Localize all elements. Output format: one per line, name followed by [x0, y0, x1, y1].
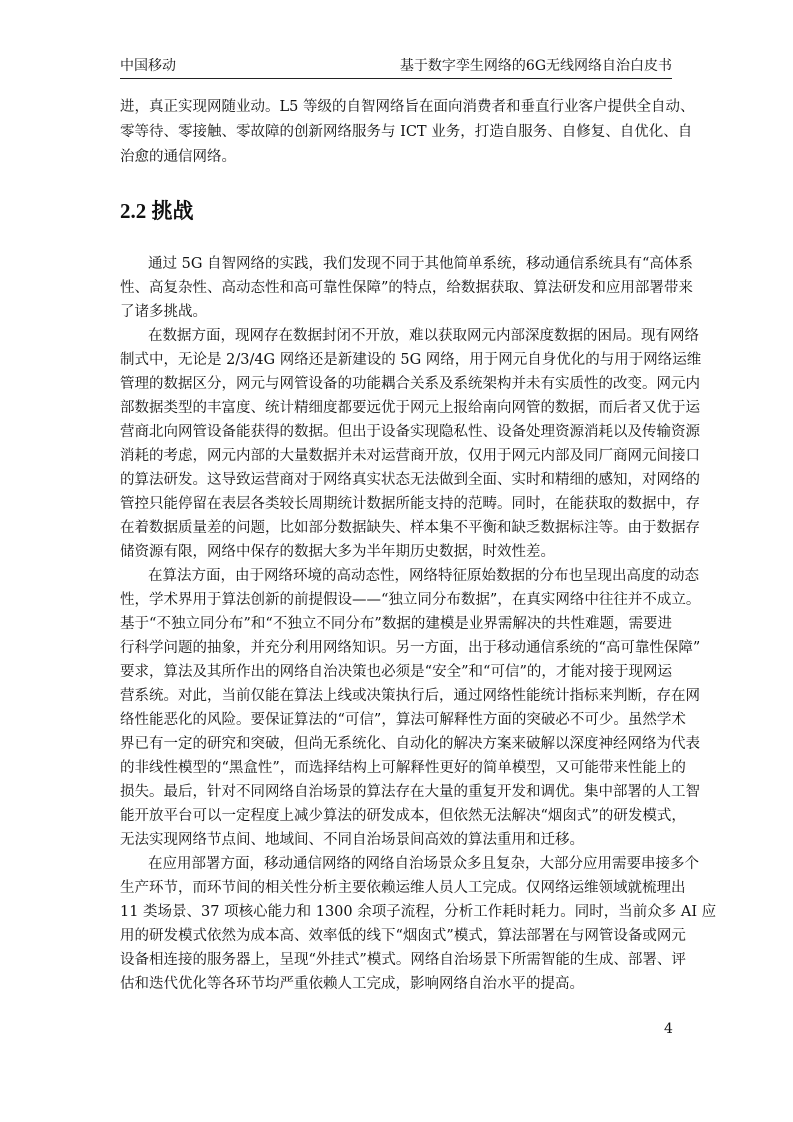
text-line: 估和迭代优化等各环节均严重依赖人工完成，影响网络自治水平的提高。: [120, 976, 584, 992]
text-line: 界已有一定的研究和突破，但尚无系统化、自动化的解决方案来破解以深度神经网络为代表: [120, 736, 700, 752]
section-heading: 2.2 挑战: [120, 199, 194, 223]
paragraph: [120, 252, 693, 324]
text-line: 治愈的通信网络。: [120, 149, 236, 165]
text-line: 损失。最后，针对不同网络自治场景的算法存在大量的重复开发和调优。集中部署的人工智: [120, 784, 700, 800]
paragraph: [120, 324, 702, 564]
intro-paragraph: [120, 95, 695, 170]
text-line: 行科学问题的抽象，并充分利用网络知识。另一方面，出于移动通信系统的“高可靠性保障”: [120, 640, 701, 656]
text-line: 生产环节，而环节间的相关性分析主要依赖运维人员人工完成。仅网络运维领域就梳理出: [120, 880, 686, 896]
text-line: 了诸多挑战。: [120, 304, 207, 320]
page-header: [120, 56, 672, 76]
paragraph: [120, 564, 701, 852]
header-doc-title: 基于数字孪生网络的6G无线网络自治白皮书: [399, 58, 672, 74]
text-line: 能开放平台可以一定程度上减少算法的研发成本，但依然无法解决“烟囱式”的研发模式，: [120, 808, 686, 824]
text-line: 要求，算法及其所作出的网络自治决策也必须是“安全”和“可信”的，才能对接于现网运: [120, 664, 672, 680]
text-line: 的非线性模型的“黑盒性”，而选择结构上可解释性更好的简单模型，又可能带来性能上的: [120, 760, 686, 776]
text-line: 管理的数据区分，网元与网管设备的功能耦合关系及系统架构并未有实质性的改变。网元内: [120, 376, 700, 392]
text-line: 在算法方面，由于网络环境的高动态性，网络特征原始数据的分布也呈现出高度的动态: [148, 568, 699, 584]
text-line: 无法实现网络节点间、地域间、不同自治场景间高效的算法重用和迁移。: [120, 832, 584, 848]
text-line: 性、高复杂性、高动态性和高可靠性保障”的特点，给数据获取、算法研发和应用部署带来: [120, 280, 693, 296]
text-line: 在着数据质量差的问题，比如部分数据缺失、样本集不平衡和缺乏数据标注等。由于数据存: [120, 520, 700, 536]
text-line: 制式中，无论是 2/3/4G 网络还是新建设的 5G 网络，用于网元自身优化的与用于网络运维: [120, 352, 702, 368]
text-line: 管控只能停留在表层各类较长周期统计数据所能支持的范畴。同时，在能获取的数据中，存: [120, 496, 700, 512]
text-line: 在数据方面，现网存在数据封闭不开放，难以获取网元内部深度数据的困局。现有网络: [148, 328, 699, 344]
page-number: 4: [664, 1021, 673, 1037]
text-line: 储资源有限，网络中保存的数据大多为半年期历史数据，时效性差。: [120, 544, 555, 560]
text-line: 设备相连接的服务器上，呈现“外挂式”模式。网络自治场景下所需智能的生成、部署、评: [120, 952, 686, 968]
section-body: [120, 252, 717, 996]
paragraph: [120, 852, 717, 996]
text-line: 营商北向网管设备能获得的数据。但出于设备实现隐私性、设备处理资源消耗以及传输资源: [120, 424, 700, 440]
text-line: 11 类场景、37 项核心能力和 1300 余项子流程，分析工作耗时耗力。同时，当前众多 AI 应: [120, 904, 717, 920]
text-line: 部数据类型的丰富度、统计精细度都要远优于网元上报给南向网管的数据，而后者又优于运: [120, 400, 700, 416]
header-org: 中国移动: [120, 58, 176, 74]
text-line: 零等待、零接触、零故障的创新网络服务与 ICT 业务，打造自服务、自修复、自优化、自: [120, 124, 693, 140]
text-line: 用的研发模式依然为成本高、效率低的线下“烟囱式”模式，算法部署在与网管设备或网元: [120, 928, 686, 944]
text-line: 基于“不独立同分布”和“不独立不同分布”数据的建模是业界需解决的共性难题，需要进: [120, 616, 672, 632]
text-line: 营系统。对此，当前仅能在算法上线或决策执行后，通过网络性能统计指标来判断，存在网: [120, 688, 700, 704]
text-line: 络性能恶化的风险。要保证算法的“可信”，算法可解释性方面的突破必不可少。虽然学术: [120, 712, 686, 728]
text-line: 进，真正实现网随业动。L5 等级的自智网络旨在面向消费者和垂直行业客户提供全自动、: [120, 99, 695, 115]
text-line: 消耗的考虑，网元内部的大量数据并未对运营商开放，仅用于网元内部及同厂商网元间接口: [120, 448, 700, 464]
text-line: 通过 5G 自智网络的实践，我们发现不同于其他简单系统，移动通信系统具有“高体系: [148, 256, 693, 272]
text-line: 在应用部署方面，移动通信网络的网络自治场景众多且复杂，大部分应用需要串接多个: [148, 856, 699, 872]
text-line: 性，学术界用于算法创新的前提假设——“独立同分布数据”，在真实网络中往往并不成立。: [120, 592, 701, 608]
text-line: 的算法研发。这导致运营商对于网络真实状态无法做到全面、实时和精细的感知，对网络的: [120, 472, 700, 488]
header-divider: [120, 78, 672, 79]
